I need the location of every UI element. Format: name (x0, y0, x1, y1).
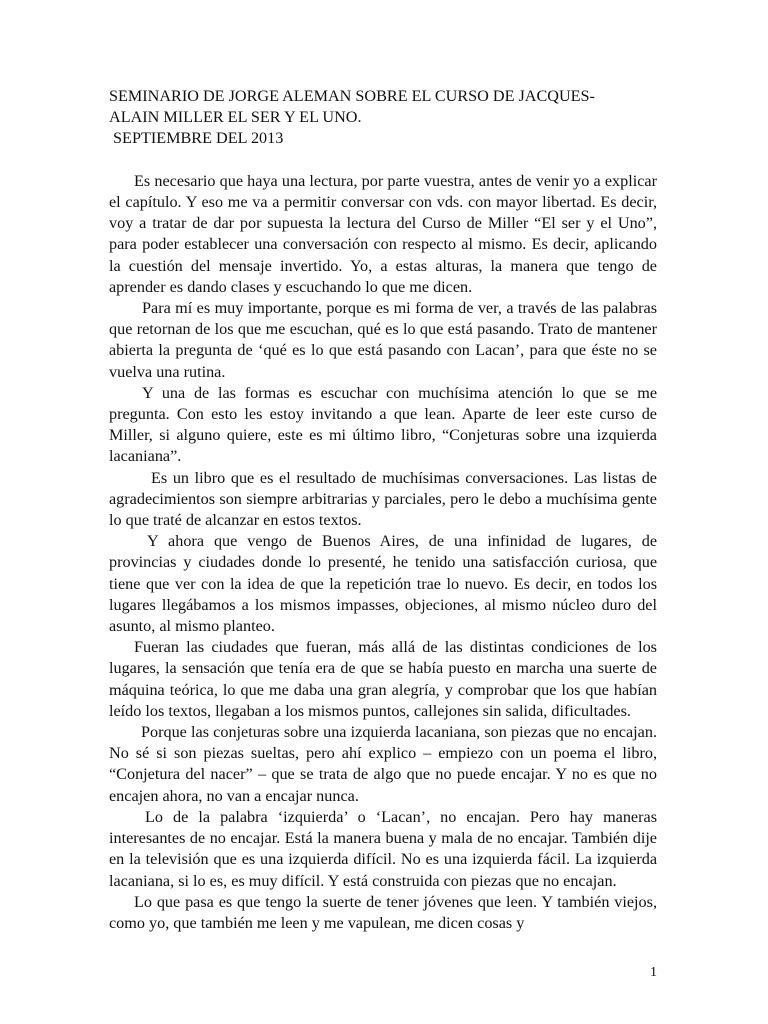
document-title (109, 86, 657, 150)
paragraph: Fueran las ciudades que fueran, más allá de las distintas condiciones de los lugares, la sensación que tenía era de que se había puesto en marcha una suerte de máquina teórica, lo que me daba una gran alegría, y comprobar que los que habían leído los textos, llegaban a los mismos puntos, callejones sin salida, dificultades. (109, 638, 657, 720)
document-body (109, 171, 657, 934)
page-number: 1 (650, 965, 657, 980)
paragraph: Porque las conjeturas sobre una izquierda lacaniana, son piezas que no encajan. No sé si son piezas sueltas, pero ahí explico – empiezo con un poema el libro, “Conjetura del nacer” – que se trata de algo que no puede encajar. Y no es que no encajen ahora, no van a encajar nunca. (109, 723, 657, 805)
paragraph: Y una de las formas es escuchar con muchísima atención lo que se me pregunta. Con esto les estoy invitando a que lean. Aparte de leer este curso de Miller, si alguno quiere, este es mi último libro, “Conjeturas sobre una izquierda lacaniana”. (109, 383, 657, 466)
page-content (109, 86, 657, 934)
title-line-2: ALAIN MILLER EL SER Y EL UNO. (109, 108, 362, 127)
title-line-3: SEPTIEMBRE DEL 2013 (109, 129, 284, 148)
paragraph: Y ahora que vengo de Buenos Aires, de una infinidad de lugares, de provincias y ciudades donde lo presenté, he tenido una satisfacción curiosa, que tiene que ver con la idea de que la repetición trae lo nuevo. Es decir, en todos los lugares llegábamos a los mismos impasses, objeciones, al mismo núcleo duro del asunto, al mismo planteo. (109, 532, 657, 636)
paragraph: Lo de la palabra ‘izquierda’ o ‘Lacan’, no encajan. Pero hay maneras interesantes de no encajar. Está la manera buena y mala de no encajar. También dije en la televisión que es una izquierda difícil. No es una izquierda fácil. La izquierda lacaniana, si lo es, es muy difícil. Y está construida con piezas que no encajan. (109, 807, 657, 890)
paragraph: Para mí es muy importante, porque es mi forma de ver, a través de las palabras que retornan de los que me escuchan, qué es lo que está pasando. Trato de mantener abierta la pregunta de ‘qué es lo que está pasando con Lacan’, para que éste no se vuelva una rutina. (109, 299, 657, 381)
title-line-1: SEMINARIO DE JORGE ALEMAN SOBRE EL CURSO DE JACQUES- (109, 87, 595, 105)
paragraph: Es necesario que haya una lectura, por parte vuestra, antes de venir yo a explicar el capítulo. Y eso me va a permitir conversar con vds. con mayor libertad. Es decir, voy a tratar de dar por supuesta la lectura del Curso de Miller “El ser y el Uno”, para poder establecer una conversación con respecto al mismo. Es decir, aplicando la cuestión del mensaje invertido. Yo, a estas alturas, la manera que tengo de aprender es dando clases y escuchando lo que me dicen. (109, 171, 657, 296)
paragraph: Lo que pasa es que tengo la suerte de tener jóvenes que leen. Y también viejos, como yo, que también me leen y me vapulean, me dicen cosas y (109, 892, 657, 932)
paragraph: Es un libro que es el resultado de muchísimas conversaciones. Las listas de agradecimientos son siempre arbitrarias y parciales, pero le debo a muchísima gente lo que traté de alcanzar en estos textos. (109, 468, 657, 530)
